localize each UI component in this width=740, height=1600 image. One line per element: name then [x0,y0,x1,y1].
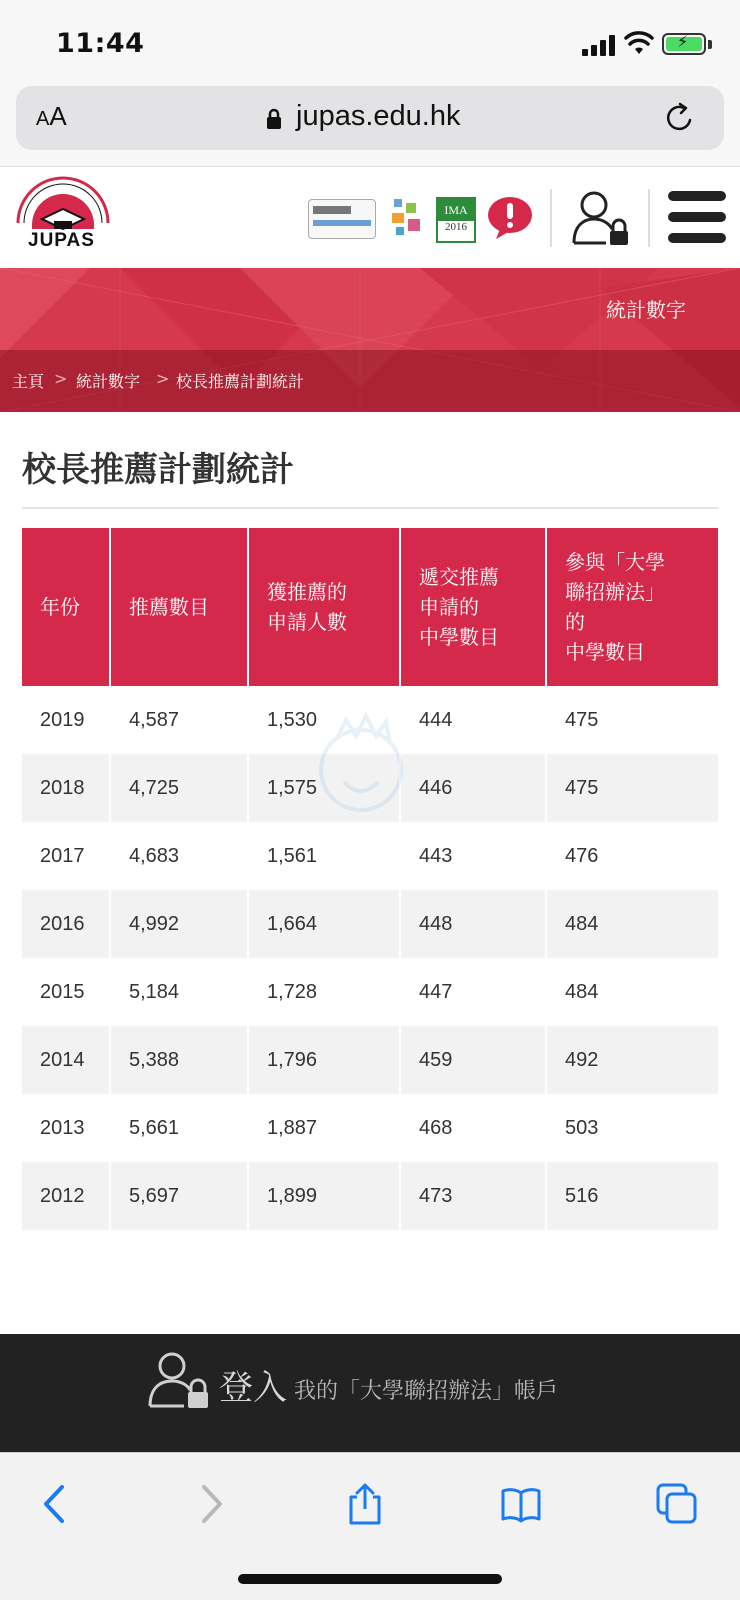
login-label[interactable]: 登入 [219,1368,287,1408]
wifi-icon [624,30,654,56]
share-icon[interactable] [344,1483,386,1525]
table-cell: 443 [400,822,546,890]
text-size-button[interactable]: AA [36,101,67,131]
table-cell: 1,728 [248,958,400,1026]
banner-title: 統計數字 [606,298,686,322]
web-award-2016-badge[interactable] [386,195,426,241]
alert-icon[interactable] [486,195,534,239]
table-cell: 468 [400,1094,546,1162]
forward-icon[interactable] [190,1483,232,1525]
breadcrumb-separator: > [54,369,68,388]
table-cell: 5,661 [110,1094,248,1162]
table-cell: 5,184 [110,958,248,1026]
table-row [22,1026,718,1094]
hamburger-menu-icon[interactable] [668,191,726,243]
login-bar[interactable] [0,1334,740,1452]
table-cell: 484 [546,890,718,958]
table-cell: 444 [400,686,546,754]
column-header-line: 聯招辦法」 [565,580,665,604]
page-title: 校長推薦計劃統計 [22,450,294,490]
table-cell: 1,575 [248,754,400,822]
column-header-line: 推薦數目 [129,595,209,619]
table-row [22,958,718,1026]
column-header-applicants [248,528,400,686]
table-cell: 2015 [22,958,110,1026]
table-cell: 446 [400,754,546,822]
table-cell: 503 [546,1094,718,1162]
table-cell: 448 [400,890,546,958]
breadcrumb-home[interactable]: 主頁 [12,372,45,391]
tabs-icon[interactable] [656,1483,698,1525]
table-cell: 2017 [22,822,110,890]
column-header-line: 參與「大學 [565,550,665,574]
table-cell: 484 [546,958,718,1026]
table-cell: 1,796 [248,1026,400,1094]
back-icon[interactable] [34,1483,76,1525]
table-cell: 4,587 [110,686,248,754]
lock-icon [266,108,282,130]
table-cell: 5,697 [110,1162,248,1230]
main-content [0,412,740,1334]
column-header-line: 申請的 [419,595,479,619]
table-cell: 476 [546,822,718,890]
breadcrumb-current: 校長推薦計劃統計 [176,372,305,391]
table-cell: 5,388 [110,1026,248,1094]
table-cell: 459 [400,1026,546,1094]
column-header-schools-participating [546,528,718,686]
column-header-line: 獲推薦的 [267,580,347,604]
breadcrumb-statistics[interactable]: 統計數字 [76,372,141,391]
battery-icon [662,33,706,55]
table-header-row [22,528,718,686]
table-row [22,1162,718,1230]
header-divider [648,189,650,247]
signal-icon [582,34,616,56]
column-header-line: 中學數目 [565,640,645,664]
reload-icon[interactable] [664,102,696,134]
user-lock-icon[interactable] [570,189,632,247]
column-header-line: 的 [565,610,585,634]
breadcrumb-separator: > [156,369,170,388]
table-cell: 475 [546,686,718,754]
user-lock-icon [146,1350,212,1410]
table-cell: 4,992 [110,890,248,958]
table-cell: 1,899 [248,1162,400,1230]
battery-cap [708,40,712,49]
column-header-year [22,528,110,686]
address-bar[interactable] [16,86,724,150]
status-time: 11:44 [56,28,145,59]
table-cell: 2012 [22,1162,110,1230]
page-banner [0,268,740,412]
table-cell: 447 [400,958,546,1026]
column-header-line: 中學數目 [419,625,499,649]
watermark-icon [306,700,416,880]
column-header-schools-submitted [400,528,546,686]
table-cell: 2013 [22,1094,110,1162]
table-cell: 492 [546,1026,718,1094]
login-account-label[interactable]: 我的「大學聯招辦法」帳戶 [294,1379,559,1404]
table-cell: 4,725 [110,754,248,822]
table-cell: 1,887 [248,1094,400,1162]
column-header-line: 遞交推薦 [419,565,499,589]
header-divider [550,189,552,247]
column-header-recommendations [110,528,248,686]
breadcrumb [0,350,740,412]
table-cell: 2019 [22,686,110,754]
table-cell: 1,530 [248,686,400,754]
table-row [22,1094,718,1162]
status-bar [0,0,740,86]
table-cell: 2018 [22,754,110,822]
table-cell: 473 [400,1162,546,1230]
table-cell: 4,683 [110,822,248,890]
table-row [22,890,718,958]
column-header-line: 申請人數 [267,610,347,634]
bookmarks-icon[interactable] [500,1483,542,1525]
table-cell: 475 [546,754,718,822]
column-header-line: 年份 [40,595,80,619]
table-cell: 2016 [22,890,110,958]
accessibility-award-badge[interactable] [308,199,376,239]
table-cell: 1,664 [248,890,400,958]
logo-text: JUPAS [28,230,95,251]
ima-2016-badge[interactable]: IMA 2016 [436,197,476,243]
home-indicator[interactable] [238,1574,502,1584]
site-header [0,166,740,268]
table-cell: 1,561 [248,822,400,890]
table-cell: 516 [546,1162,718,1230]
table-cell: 2014 [22,1026,110,1094]
title-divider [22,507,718,509]
url-text[interactable]: jupas.edu.hk [296,100,461,132]
